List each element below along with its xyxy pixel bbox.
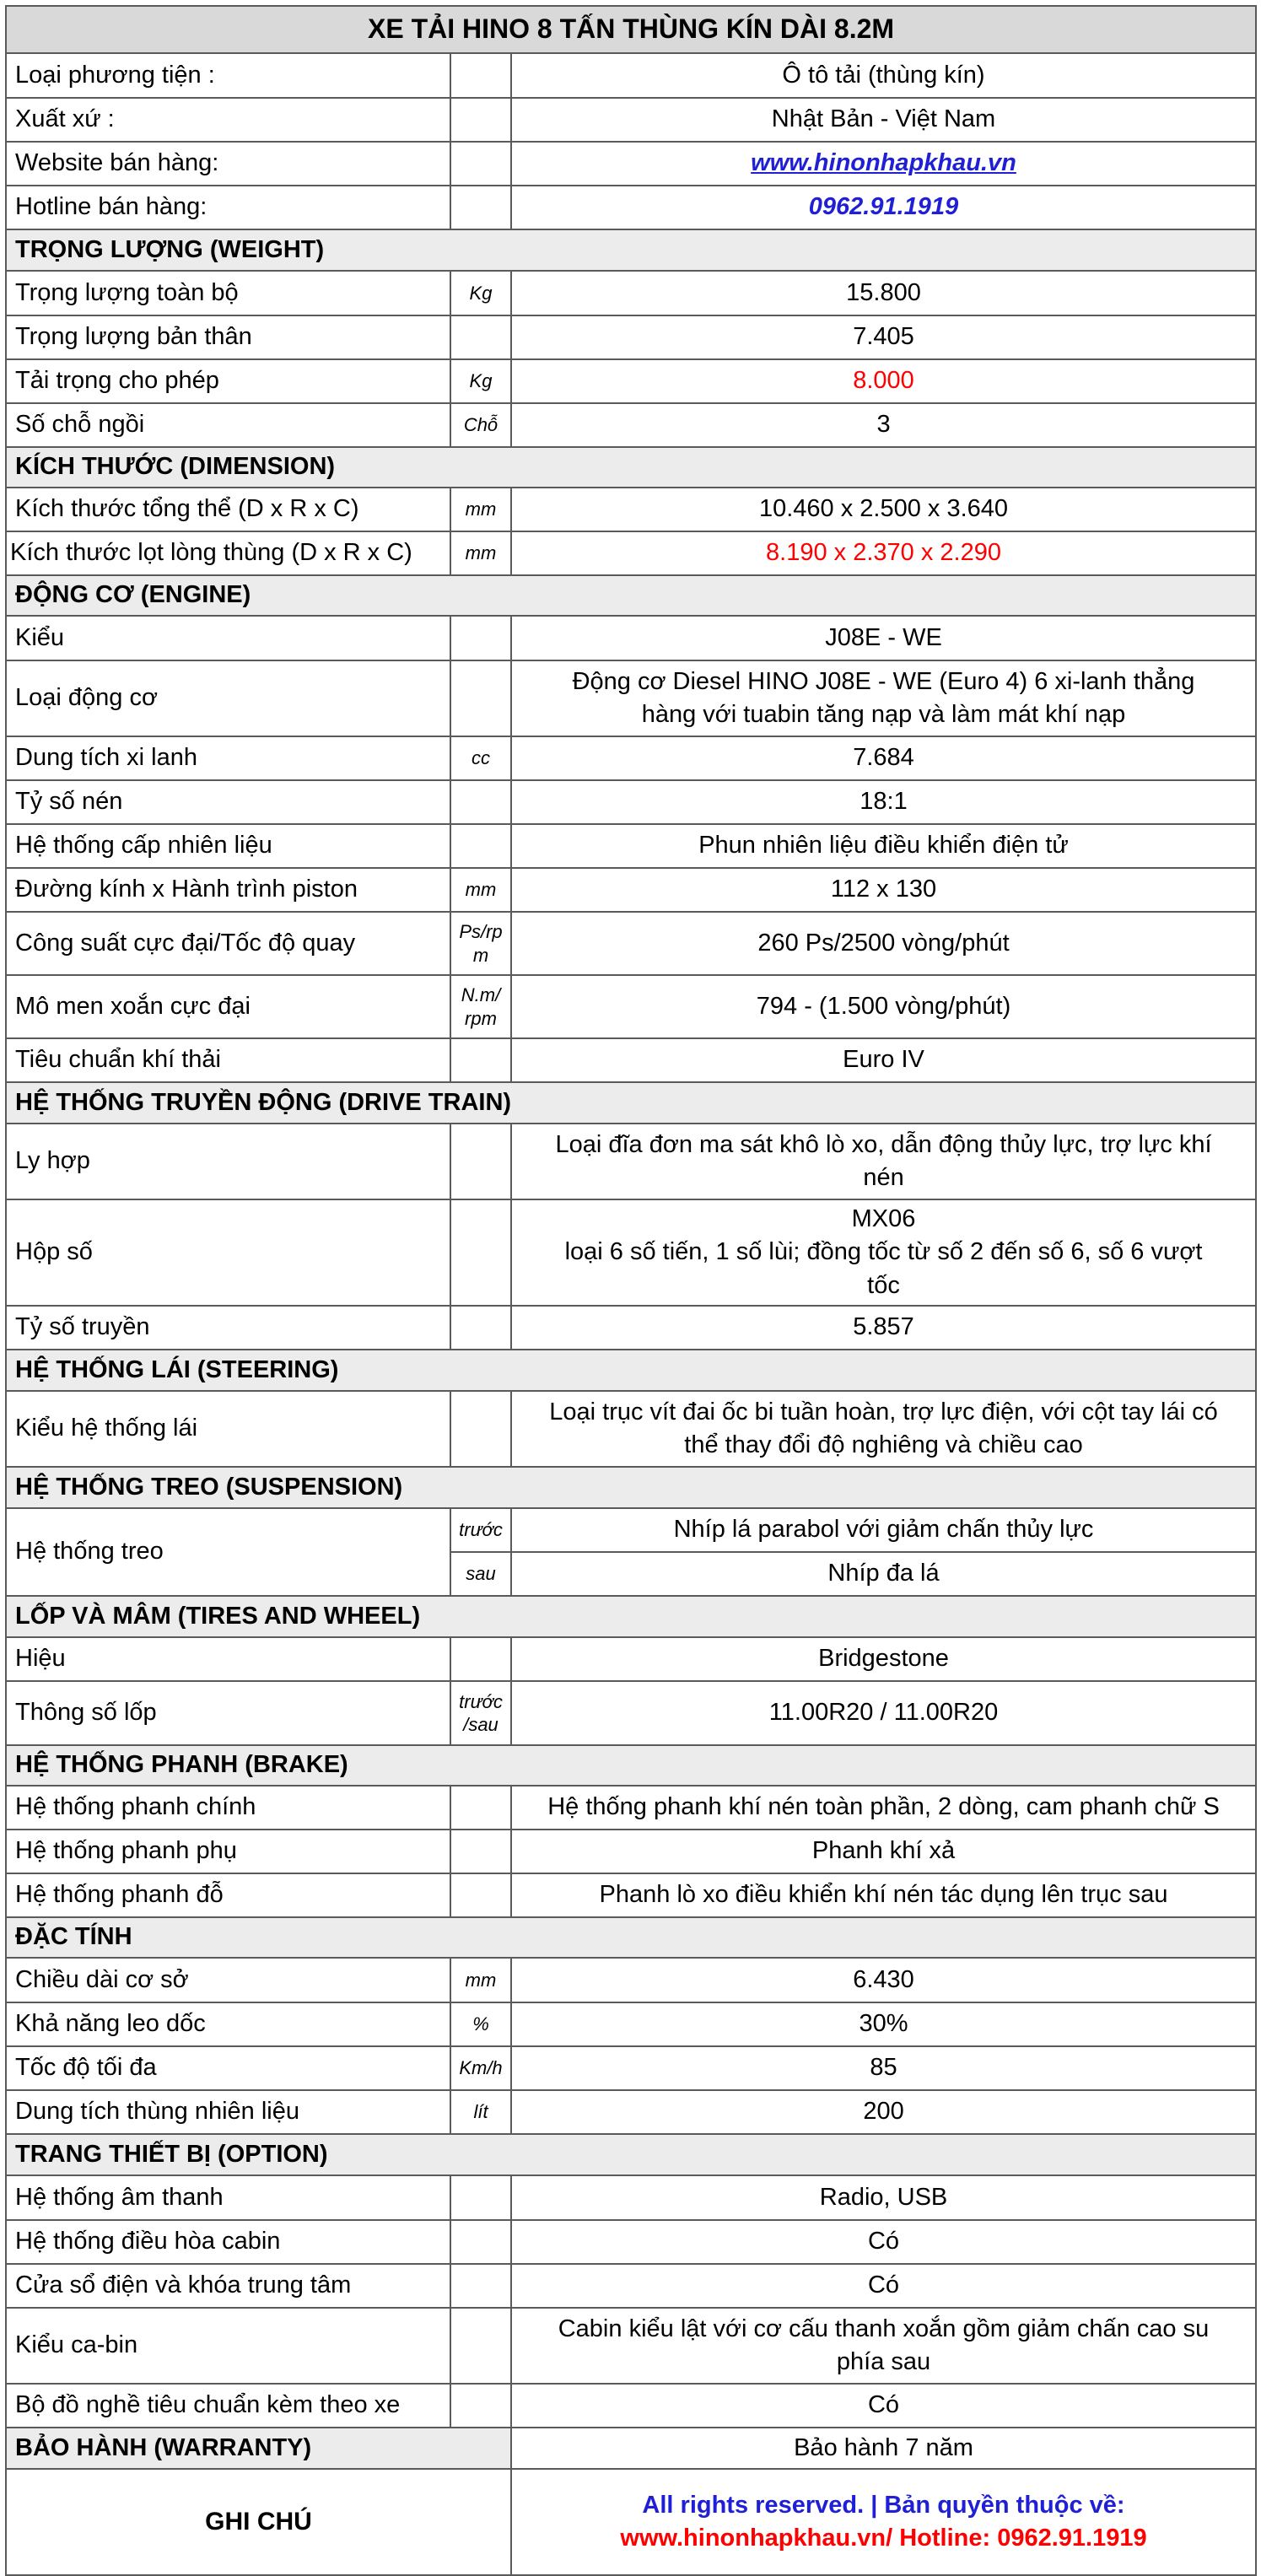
- section-header-row: [6, 1745, 1256, 1786]
- payload-value: 8.000: [511, 359, 1256, 403]
- section-brake-header: HỆ THỐNG PHANH (BRAKE): [6, 1745, 1256, 1786]
- parking-brake-label: Hệ thống phanh đỗ: [6, 1873, 450, 1917]
- table-row: [6, 2090, 1256, 2134]
- table-row: [6, 736, 1256, 780]
- max-torque-unit-line-2: rpm: [465, 1007, 497, 1029]
- max-power-label: Công suất cực đại/Tốc độ quay: [6, 912, 450, 975]
- bore-stroke-unit: mm: [450, 868, 511, 912]
- section-drivetrain-header: HỆ THỐNG TRUYỀN ĐỘNG (DRIVE TRAIN): [6, 1082, 1256, 1124]
- box-dimension-value: 8.190 x 2.370 x 2.290: [511, 531, 1256, 575]
- note-row: [6, 2469, 1256, 2575]
- audio-value: Radio, USB: [511, 2175, 1256, 2220]
- suspension-rear-value: Nhíp đa lá: [511, 1552, 1256, 1596]
- bore-stroke-value: 112 x 130: [511, 868, 1256, 912]
- table-row: [6, 975, 1256, 1038]
- website-label: Website bán hàng:: [6, 142, 450, 186]
- copyright-text: All rights reserved. | Bản quyền thuộc về:: [642, 2491, 1125, 2519]
- fuel-system-label: Hệ thống cấp nhiên liệu: [6, 824, 450, 868]
- cabin-type-value: [511, 2308, 1256, 2384]
- table-row: [6, 2264, 1256, 2308]
- power-windows-label: Cửa sổ điện và khóa trung tâm: [6, 2264, 450, 2308]
- max-torque-unit: [450, 975, 511, 1038]
- gear-ratio-value: 5.857: [511, 1306, 1256, 1350]
- overall-dimension-unit: mm: [450, 488, 511, 531]
- section-header-row: [6, 229, 1256, 271]
- table-row: [6, 2046, 1256, 2090]
- gearbox-line-3: tốc: [867, 1271, 900, 1299]
- gross-weight-unit: Kg: [450, 271, 511, 315]
- tire-spec-unit: [450, 1681, 511, 1745]
- ac-value: Có: [511, 2220, 1256, 2264]
- table-row: [6, 1873, 1256, 1917]
- displacement-label: Dung tích xi lanh: [6, 736, 450, 780]
- title-row: [6, 6, 1256, 53]
- unit-cell: [450, 2175, 511, 2220]
- unit-cell: [450, 53, 511, 98]
- table-row: [6, 2308, 1256, 2384]
- tire-brand-value: Bridgestone: [511, 1637, 1256, 1681]
- power-windows-value: Có: [511, 2264, 1256, 2308]
- hotline-label: Hotline bán hàng:: [6, 186, 450, 229]
- displacement-value: 7.684: [511, 736, 1256, 780]
- clutch-label: Ly hợp: [6, 1124, 450, 1199]
- fuel-tank-value: 200: [511, 2090, 1256, 2134]
- max-torque-label: Mô men xoắn cực đại: [6, 975, 450, 1038]
- tire-brand-label: Hiệu: [6, 1637, 450, 1681]
- section-features-header: ĐẶC TÍNH: [6, 1917, 1256, 1958]
- cabin-line-1: Cabin kiểu lật với cơ cấu thanh xoắn gồm giảm chấn cao su: [558, 2315, 1210, 2342]
- table-row: [6, 403, 1256, 447]
- engine-model-label: Kiểu: [6, 616, 450, 660]
- unit-cell: [450, 780, 511, 824]
- unit-cell: [450, 2308, 511, 2384]
- curb-weight-value: 7.405: [511, 315, 1256, 359]
- max-power-unit: [450, 912, 511, 975]
- suspension-label: Hệ thống treo: [6, 1508, 450, 1596]
- warranty-value: Bảo hành 7 năm: [511, 2428, 1256, 2469]
- grade-value: 30%: [511, 2002, 1256, 2046]
- wheelbase-unit: mm: [450, 1958, 511, 2002]
- tool-kit-label: Bộ đồ nghề tiêu chuẩn kèm theo xe: [6, 2384, 450, 2428]
- note-label: GHI CHÚ: [6, 2469, 511, 2575]
- suspension-front-value: Nhíp lá parabol với giảm chấn thủy lực: [511, 1508, 1256, 1552]
- tool-kit-value: Có: [511, 2384, 1256, 2428]
- unit-cell: [450, 142, 511, 186]
- table-row: [6, 1391, 1256, 1467]
- table-row: [6, 1199, 1256, 1306]
- max-torque-unit-line-1: N.m/: [461, 984, 501, 1005]
- max-power-unit-line-1: Ps/rp: [459, 921, 503, 942]
- section-tires-header: LỐP VÀ MÂM (TIRES AND WHEEL): [6, 1596, 1256, 1637]
- gearbox-label: Hộp số: [6, 1199, 450, 1306]
- cabin-type-label: Kiểu ca-bin: [6, 2308, 450, 2384]
- table-row: [6, 2220, 1256, 2264]
- section-header-row: [6, 575, 1256, 616]
- website-cell: [511, 142, 1256, 186]
- origin-value: Nhật Bản - Việt Nam: [511, 98, 1256, 142]
- unit-cell: [450, 2264, 511, 2308]
- section-dimension-header: KÍCH THƯỚC (DIMENSION): [6, 447, 1256, 488]
- emission-value: Euro IV: [511, 1038, 1256, 1082]
- hotline-value: 0962.91.1919: [511, 186, 1256, 229]
- origin-label: Xuất xứ :: [6, 98, 450, 142]
- table-row: [6, 315, 1256, 359]
- section-steering-header: HỆ THỐNG LÁI (STEERING): [6, 1350, 1256, 1391]
- fuel-system-value: Phun nhiên liệu điều khiển điện tử: [511, 824, 1256, 868]
- table-row: [6, 2175, 1256, 2220]
- table-row: [6, 142, 1256, 186]
- seats-unit: Chỗ: [450, 403, 511, 447]
- steering-type-label: Kiểu hệ thống lái: [6, 1391, 450, 1467]
- unit-cell: [450, 98, 511, 142]
- box-dimension-unit: mm: [450, 531, 511, 575]
- table-row: [6, 1306, 1256, 1350]
- table-row: [6, 616, 1256, 660]
- seats-value: 3: [511, 403, 1256, 447]
- section-header-row: [6, 2134, 1256, 2175]
- section-header-row: [6, 1596, 1256, 1637]
- table-row: [6, 1830, 1256, 1873]
- main-brake-label: Hệ thống phanh chính: [6, 1786, 450, 1830]
- wheelbase-value: 6.430: [511, 1958, 1256, 2002]
- curb-weight-label: Trọng lượng bản thân: [6, 315, 450, 359]
- payload-label: Tải trọng cho phép: [6, 359, 450, 403]
- table-row: [6, 531, 1256, 575]
- warranty-row: [6, 2428, 1256, 2469]
- unit-cell: [450, 824, 511, 868]
- table-row: [6, 780, 1256, 824]
- unit-cell: [450, 1391, 511, 1467]
- section-header-row: [6, 447, 1256, 488]
- engine-type-line-2: hàng với tuabin tăng nạp và làm mát khí nạp: [641, 701, 1126, 728]
- table-row: [6, 1681, 1256, 1745]
- gross-weight-value: 15.800: [511, 271, 1256, 315]
- compression-value: 18:1: [511, 780, 1256, 824]
- max-speed-value: 85: [511, 2046, 1256, 2090]
- gearbox-line-1: MX06: [851, 1205, 916, 1233]
- warranty-label: BẢO HÀNH (WARRANTY): [6, 2428, 511, 2469]
- table-row: [6, 1038, 1256, 1082]
- gear-ratio-label: Tỷ số truyền: [6, 1306, 450, 1350]
- table-row: [6, 2002, 1256, 2046]
- max-power-value: 260 Ps/2500 vòng/phút: [511, 912, 1256, 975]
- payload-unit: Kg: [450, 359, 511, 403]
- ac-label: Hệ thống điều hòa cabin: [6, 2220, 450, 2264]
- unit-cell: [450, 660, 511, 736]
- parking-brake-value: Phanh lò xo điều khiển khí nén tác dụng lên trục sau: [511, 1873, 1256, 1917]
- grade-label: Khả năng leo dốc: [6, 2002, 450, 2046]
- max-speed-label: Tốc độ tối đa: [6, 2046, 450, 2090]
- clutch-line-1: Loại đĩa đơn ma sát khô lò xo, dẫn động thủy lực, trợ lực khí: [555, 1130, 1212, 1158]
- table-row: [6, 186, 1256, 229]
- spec-table: [5, 5, 1257, 2576]
- section-suspension-header: HỆ THỐNG TREO (SUSPENSION): [6, 1467, 1256, 1508]
- table-row: [6, 359, 1256, 403]
- steering-line-2: thể thay đổi độ nghiêng và chiều cao: [684, 1431, 1083, 1458]
- seats-label: Số chỗ ngồi: [6, 403, 450, 447]
- unit-cell: [450, 1038, 511, 1082]
- max-power-unit-line-2: m: [472, 944, 489, 966]
- table-row: [6, 1786, 1256, 1830]
- unit-cell: [450, 186, 511, 229]
- table-row: [6, 868, 1256, 912]
- table-row: [6, 1124, 1256, 1199]
- engine-type-line-1: Động cơ Diesel HINO J08E - WE (Euro 4) 6 xi-lanh thẳng: [572, 667, 1195, 695]
- section-header-row: [6, 1917, 1256, 1958]
- section-header-row: [6, 1350, 1256, 1391]
- cabin-line-2: phía sau: [836, 2348, 931, 2375]
- table-row: [6, 2384, 1256, 2428]
- aux-brake-label: Hệ thống phanh phụ: [6, 1830, 450, 1873]
- tire-spec-unit-line-1: trước: [459, 1690, 503, 1712]
- tire-spec-label: Thông số lốp: [6, 1681, 450, 1745]
- unit-cell: [450, 1199, 511, 1306]
- table-row: [6, 488, 1256, 531]
- section-header-row: [6, 1467, 1256, 1508]
- displacement-unit: cc: [450, 736, 511, 780]
- bore-stroke-label: Đường kính x Hành trình piston: [6, 868, 450, 912]
- table-row: [6, 1958, 1256, 2002]
- tire-spec-value: 11.00R20 / 11.00R20: [511, 1681, 1256, 1745]
- gross-weight-label: Trọng lượng toàn bộ: [6, 271, 450, 315]
- max-speed-unit: Km/h: [450, 2046, 511, 2090]
- audio-label: Hệ thống âm thanh: [6, 2175, 450, 2220]
- section-engine-header: ĐỘNG CƠ (ENGINE): [6, 575, 1256, 616]
- overall-dimension-value: 10.460 x 2.500 x 3.640: [511, 488, 1256, 531]
- gearbox-value: [511, 1199, 1256, 1306]
- suspension-front-unit: trước: [450, 1508, 511, 1552]
- note-value: [511, 2469, 1256, 2575]
- engine-model-value: J08E - WE: [511, 616, 1256, 660]
- website-link[interactable]: www.hinonhapkhau.vn: [751, 149, 1016, 177]
- table-row: [6, 1637, 1256, 1681]
- section-options-header: TRANG THIẾT BỊ (OPTION): [6, 2134, 1256, 2175]
- gearbox-line-2: loại 6 số tiến, 1 số lùi; đồng tốc từ số 2 đến số 6, số 6 vượt: [564, 1238, 1203, 1266]
- unit-cell: [450, 1637, 511, 1681]
- table-row: [6, 660, 1256, 736]
- page-title: XE TẢI HINO 8 TẤN THÙNG KÍN DÀI 8.2M: [6, 6, 1256, 53]
- unit-cell: [450, 2384, 511, 2428]
- wheelbase-label: Chiều dài cơ sở: [6, 1958, 450, 2002]
- compression-label: Tỷ số nén: [6, 780, 450, 824]
- section-weight-header: TRỌNG LƯỢNG (WEIGHT): [6, 229, 1256, 271]
- emission-label: Tiêu chuẩn khí thải: [6, 1038, 450, 1082]
- vehicle-type-label: Loại phương tiện :: [6, 53, 450, 98]
- fuel-tank-unit: lít: [450, 2090, 511, 2134]
- unit-cell: [450, 1830, 511, 1873]
- clutch-line-2: nén: [863, 1164, 904, 1191]
- unit-cell: [450, 616, 511, 660]
- box-dimension-label: Kích thước lọt lòng thùng (D x R x C): [6, 531, 450, 575]
- table-row: [6, 912, 1256, 975]
- unit-cell: [450, 2220, 511, 2264]
- clutch-value: [511, 1124, 1256, 1199]
- suspension-rear-unit: sau: [450, 1552, 511, 1596]
- copyright-contact: www.hinonhapkhau.vn/ Hotline: 0962.91.1919: [620, 2525, 1147, 2552]
- engine-type-value: [511, 660, 1256, 736]
- table-row: [6, 824, 1256, 868]
- unit-cell: [450, 1306, 511, 1350]
- steering-type-value: [511, 1391, 1256, 1467]
- section-header-row: [6, 1082, 1256, 1124]
- fuel-tank-label: Dung tích thùng nhiên liệu: [6, 2090, 450, 2134]
- table-row: [6, 271, 1256, 315]
- aux-brake-value: Phanh khí xả: [511, 1830, 1256, 1873]
- steering-line-1: Loại trục vít đai ốc bi tuần hoàn, trợ lực điện, với cột tay lái có: [549, 1398, 1218, 1425]
- engine-type-label: Loại động cơ: [6, 660, 450, 736]
- grade-unit: %: [450, 2002, 511, 2046]
- table-row: [6, 98, 1256, 142]
- max-torque-value: 794 - (1.500 vòng/phút): [511, 975, 1256, 1038]
- unit-cell: [450, 315, 511, 359]
- table-row: [6, 53, 1256, 98]
- unit-cell: [450, 1873, 511, 1917]
- vehicle-type-value: Ô tô tải (thùng kín): [511, 53, 1256, 98]
- main-brake-value: Hệ thống phanh khí nén toàn phần, 2 dòng, cam phanh chữ S: [511, 1786, 1256, 1830]
- unit-cell: [450, 1124, 511, 1199]
- overall-dimension-label: Kích thước tổng thể (D x R x C): [6, 488, 450, 531]
- tire-spec-unit-line-2: /sau: [463, 1714, 498, 1735]
- unit-cell: [450, 1786, 511, 1830]
- table-row: [6, 1508, 1256, 1552]
